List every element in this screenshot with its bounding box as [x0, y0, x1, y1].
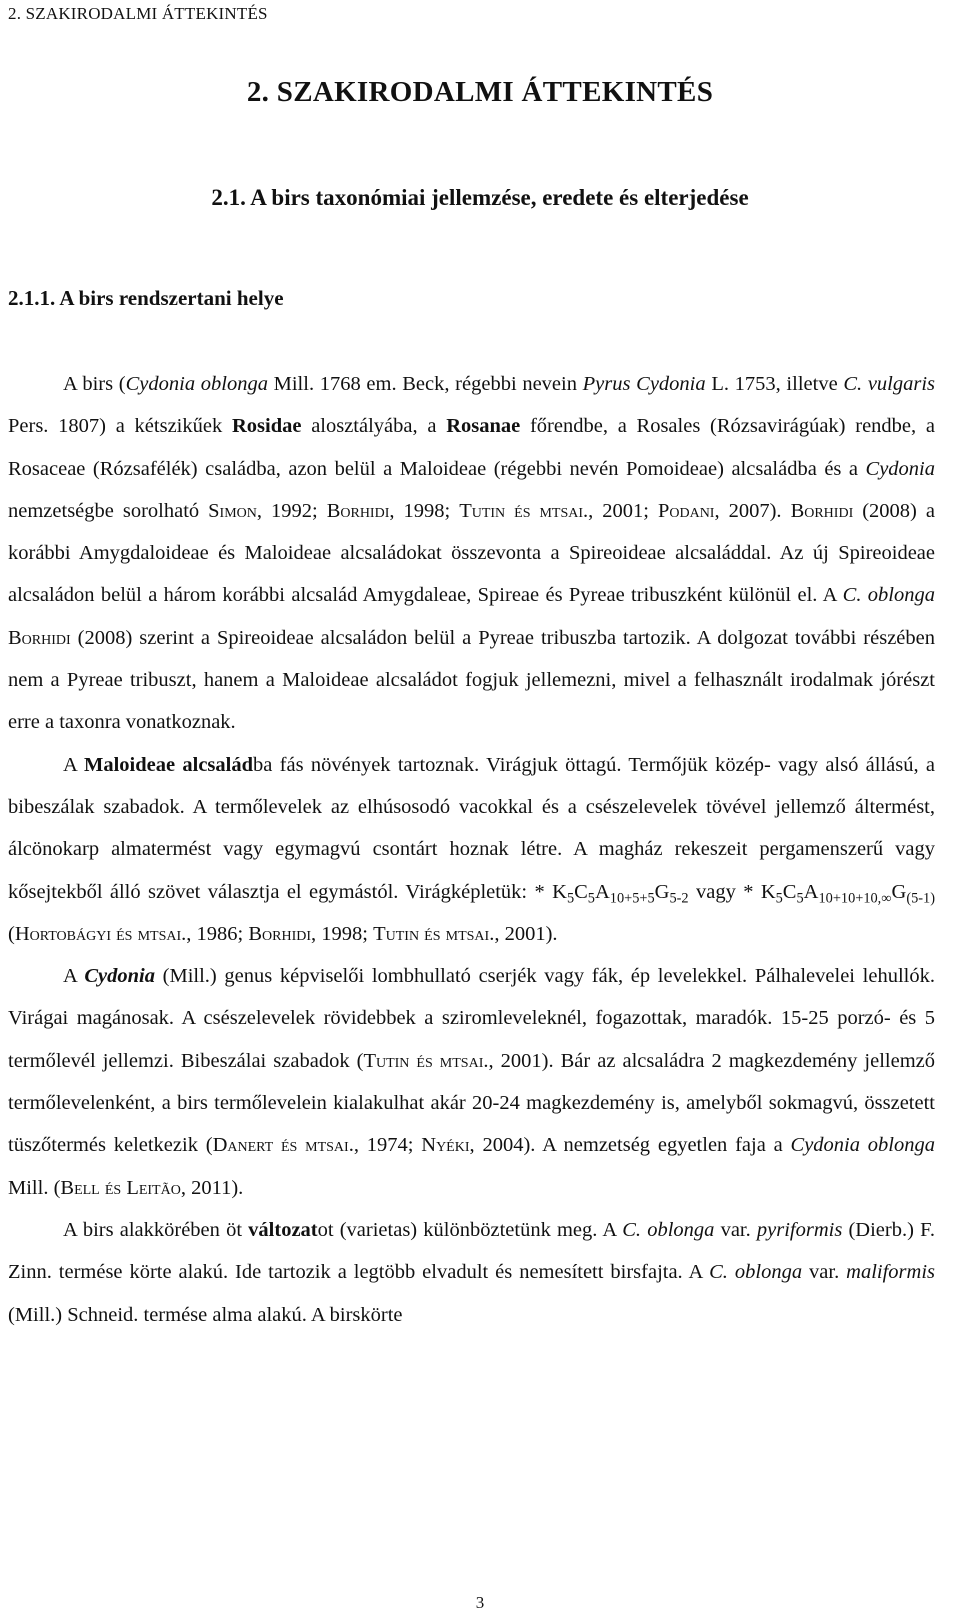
italic-term: maliformis — [846, 1261, 936, 1284]
text-run: Mill. ( — [8, 1176, 61, 1199]
text-run: ot (varietas) különböztetünk meg. A — [317, 1218, 623, 1241]
section-heading: 2.1. A birs taxonómiai jellemzése, eredete és elterjedése — [211, 185, 749, 210]
formula-letter: C — [574, 880, 588, 903]
page-number: 3 — [475, 1593, 485, 1612]
text-run: A birs ( — [63, 373, 126, 395]
text-run: alosztályába, a — [301, 415, 447, 438]
formula-letter: G — [891, 880, 907, 903]
citation-author: Borhidi — [248, 922, 312, 945]
paragraph-cydonia-genus — [8, 955, 935, 1209]
formula-subscript: 10+5+5 — [609, 889, 655, 906]
text-run: (Mill.) genus képviselői lombhullató cserjék vagy fák, ép levelekkel. Pálhalevelei lehullók. Virágai magánosak. A csészelevelek rövidebbek a sziromleveleknél, fogazottak, maradók. 15-25 porzó- és 5 termőlevél jellemzi. Bibeszálai szabadok ( — [8, 965, 935, 1072]
citation-author: Tutin és mtsai. — [373, 922, 495, 945]
text-run: , 2001). Bár az alcsaládra 2 magkezdemény jellemző termőlevelenként, a birs termőlevelein kialakulhat akár 20-24 magkezdemény is, amelyből sokmagvú, összetett tüszőtermés keletkezik ( — [8, 1049, 935, 1157]
text-run: , 2004). A nemzetség egyetlen faja a — [469, 1134, 791, 1157]
formula-subscript: 5 — [566, 889, 575, 906]
text-run: , 1998; — [389, 499, 460, 522]
text-run: főrendbe, a Rosales (Rózsavirágúak) rendbe, a Rosaceae (Rózsafélék) családba, azon belül a Maloideae (régebbi nevén Pomoideae) alcsaládba és a — [8, 415, 935, 480]
italic-term: C. oblonga — [709, 1261, 803, 1284]
formula-letter: A — [803, 880, 819, 903]
text-run: A — [63, 965, 85, 988]
text-run: Mill. 1768 em. Beck, régebbi nevein — [267, 373, 583, 395]
text-run: A — [63, 753, 84, 776]
formula-subscript: (5-1) — [906, 889, 935, 906]
text-run: (2008) a korábbi Amygdaloideae és Maloideae alcsaládokat összevonta a Spireoideae alcsaláddal. Az új Spireoideae alcsaládon belül a három korábbi alcsalád Amygdaleae, Spireae és Pyreae tribuszként különül el. A — [8, 499, 935, 607]
text-run: vagy * K — [688, 880, 776, 903]
formula-letter: C — [782, 880, 797, 903]
text-run: , 2001; — [588, 499, 658, 522]
text-run: , 2001). — [494, 922, 558, 945]
paragraph-varieties — [8, 1209, 935, 1336]
text-run: , 1992; — [256, 499, 327, 522]
formula-letter: G — [654, 880, 670, 903]
italic-term: C. oblonga — [842, 584, 935, 607]
text-run: ba fás növények tartoznak. Virágjuk öttagú. Termőjük közép- vagy alsó állású, a bibeszálak szabadok. A termőlevelek az elhúsosodó vacokkal és a csészelevelek tövével jellemző áltermést, álcönokarp almatermést vagy egymagvú csontárt hoznak létre. A magház rekeszeit pergamenszerű vagy kősejtekből álló szövet választja el egymástól. Virágképletük: * K — [8, 753, 935, 903]
formula-subscript: 5 — [587, 889, 595, 906]
chapter-heading: 2. SZAKIRODALMI ÁTTEKINTÉS — [246, 76, 714, 108]
italic-term: Cydonia oblonga — [125, 373, 268, 395]
formula-subscript: 5 — [796, 889, 804, 906]
citation-author: Borhidi — [326, 499, 390, 522]
text-run: nemzetségbe sorolható — [8, 499, 209, 522]
citation-author: Danert és mtsai. — [212, 1134, 354, 1157]
bold-term: Rosidae — [231, 415, 302, 438]
text-run: , 2011). — [180, 1176, 244, 1199]
text-run: A birs alakkörében öt — [63, 1218, 249, 1241]
citation-author: Hortobágyi és mtsai. — [14, 922, 187, 945]
citation-author: Podani — [657, 499, 715, 522]
bold-term: Maloideae alcsalád — [83, 753, 253, 776]
citation-author: Borhidi — [8, 626, 71, 649]
citation-author: Nyéki — [421, 1134, 470, 1157]
italic-term: Pyrus Cydonia — [582, 373, 706, 395]
bold-term: változat — [248, 1218, 318, 1241]
running-header: 2. SZAKIRODALMI ÁTTEKINTÉS — [8, 4, 268, 23]
text-run: ( — [8, 922, 15, 945]
italic-term: C. vulgaris — [843, 373, 936, 395]
subsection-heading: 2.1.1. A birs rendszertani helye — [8, 286, 284, 310]
text-run: , 2007). — [714, 499, 791, 522]
text-run: (Mill.) Schneid. termése alma alakú. A birskörte — [8, 1303, 403, 1326]
text-run: , 1986; — [186, 922, 249, 945]
citation-author: Tutin és mtsai. — [363, 1049, 489, 1072]
italic-term: pyriformis — [756, 1218, 843, 1241]
body-text — [8, 363, 935, 1336]
formula-letter: A — [594, 880, 610, 903]
formula-subscript: 5-2 — [669, 889, 689, 906]
text-run: (Dierb.) F. Zinn. termése körte alakú. Ide tartozik a legtöbb elvadult és nemesített birsfajta. A — [8, 1218, 935, 1284]
italic-term: Cydonia oblonga — [790, 1134, 935, 1157]
paragraph-maloideae — [8, 744, 935, 955]
text-run: var. — [714, 1218, 757, 1241]
formula-subscript: 5 — [775, 889, 783, 906]
citation-author: Simon — [208, 499, 257, 522]
bold-term: Rosanae — [446, 415, 521, 438]
italic-term: Cydonia — [865, 457, 935, 480]
paragraph-taxonomy — [8, 363, 935, 744]
italic-term: C. oblonga — [622, 1218, 715, 1241]
citation-author: Bell és Leitão — [60, 1176, 181, 1199]
text-run: (2008) szerint a Spireoideae alcsaládon belül a Pyreae tribuszba tartozik. A dolgozat további részében nem a Pyreae tribuszt, hanem a Maloideae alcsaládot fogjuk jellemezni, mivel a felhasznált irodalmak jórészt erre a taxonra vonatkoznak. — [8, 626, 935, 734]
citation-author: Borhidi — [790, 499, 854, 522]
text-run: L. 1753, illetve — [705, 373, 844, 395]
formula-subscript: 10+10+10,∞ — [818, 889, 892, 906]
citation-author: Tutin és mtsai. — [459, 499, 589, 522]
text-run: , 1998; — [311, 922, 374, 945]
bold-italic-term: Cydonia — [84, 965, 155, 988]
text-run: Pers. 1807) a kétszikűek — [8, 415, 232, 438]
text-run: var. — [802, 1261, 847, 1284]
text-run: , 1974; — [353, 1134, 422, 1157]
